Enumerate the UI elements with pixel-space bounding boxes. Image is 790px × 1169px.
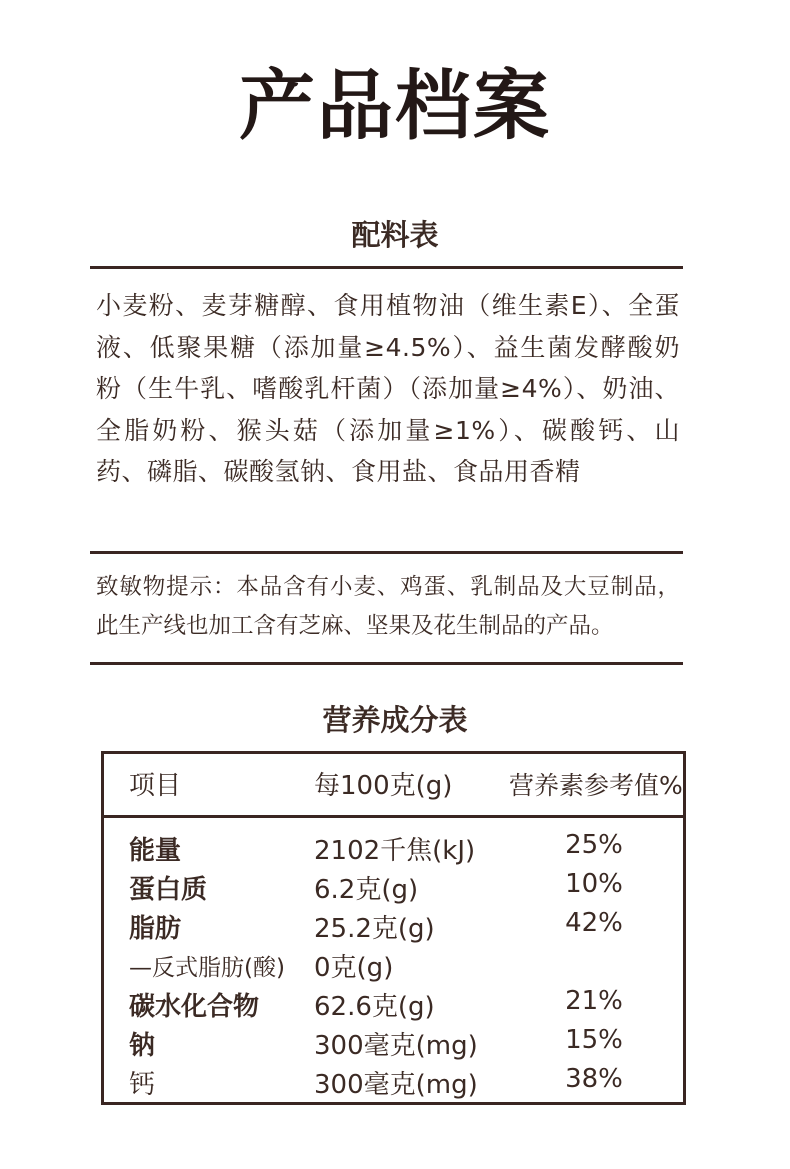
nutrition-heading: 营养成分表 <box>322 703 468 737</box>
allergen-notice: 致敏物提示：本品含有小麦、鸡蛋、乳制品及大豆制品，此生产线也加工含有芝麻、坚果及花生制品的产品。 <box>96 574 680 639</box>
divider <box>90 662 683 665</box>
nutrient-name: 蛋白质 <box>129 875 208 905</box>
divider <box>90 266 683 269</box>
column-header-item: 项目 <box>129 771 182 801</box>
ingredients-list: 小麦粉、麦芽糖醇、食用植物油（维生素E）、全蛋液、低聚果糖（添加量≥4.5%）、益生菌发酵酸奶粉（生牛乳、嗜酸乳杆菌）（添加量≥4%）、奶油、全脂奶粉、猴头菇（添加量≥1%）、碳酸钙、山药、磷脂、碳酸氢钠、食用盐、食品用香精 <box>96 291 680 486</box>
nutrient-nrv: 38% <box>565 1064 623 1094</box>
nutrient-amount: 6.2克(g) <box>314 875 419 905</box>
column-header-nrv: 营养素参考值% <box>509 771 683 800</box>
nutrient-amount: 300毫克(mg) <box>314 1070 478 1100</box>
nutrient-nrv: 21% <box>565 986 623 1016</box>
nutrient-name: 碳水化合物 <box>129 992 260 1022</box>
nutrient-name: —反式脂肪(酸) <box>129 955 285 981</box>
nutrient-name: 钠 <box>129 1031 156 1061</box>
nutrient-nrv: 42% <box>565 908 623 938</box>
nutrient-name: 能量 <box>129 836 182 866</box>
nutrient-amount: 25.2克(g) <box>314 914 435 944</box>
nutrient-nrv: 15% <box>565 1025 623 1055</box>
nutrient-amount: 300毫克(mg) <box>314 1031 478 1061</box>
ingredients-heading: 配料表 <box>351 218 439 252</box>
nutrient-nrv: 10% <box>565 869 623 899</box>
nutrient-name: 脂肪 <box>129 914 182 944</box>
nutrition-table-header <box>104 754 683 818</box>
nutrient-amount: 2102千焦(kJ) <box>314 836 476 866</box>
nutrient-amount: 62.6克(g) <box>314 992 435 1022</box>
nutrient-nrv: 25% <box>565 830 623 860</box>
nutrient-amount: 0克(g) <box>314 953 394 983</box>
nutrition-table <box>101 751 686 1105</box>
divider <box>90 551 683 554</box>
page-title: 产品档案 <box>239 61 551 150</box>
nutrient-name: 钙 <box>129 1070 156 1100</box>
column-header-per-100g: 每100克(g) <box>314 771 453 801</box>
